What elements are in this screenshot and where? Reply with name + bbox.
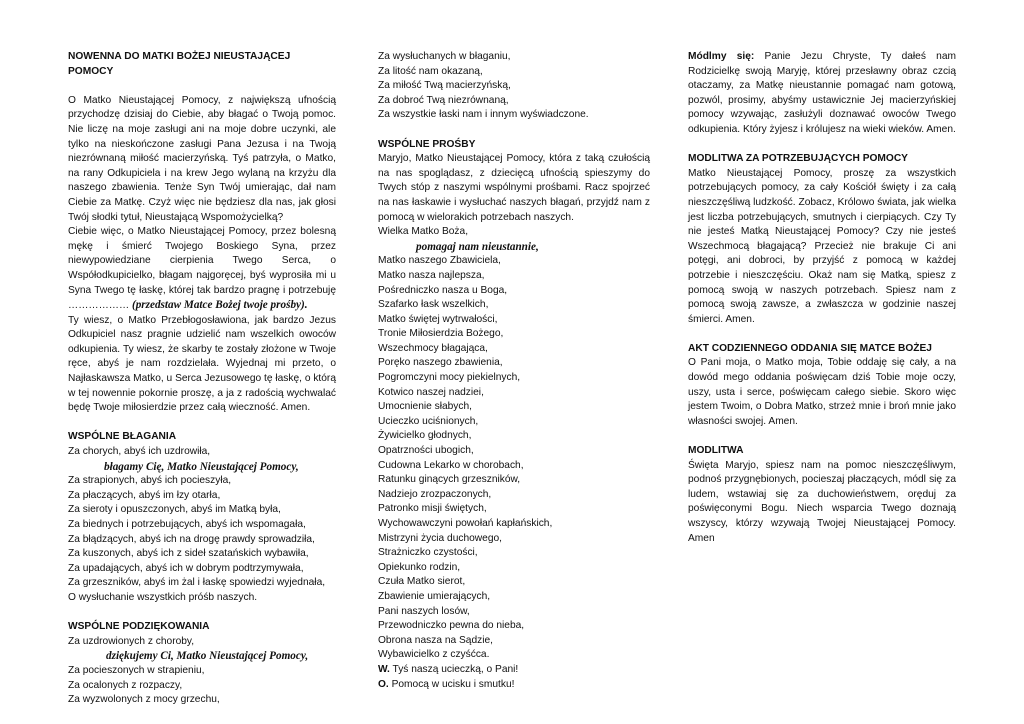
prosby-paragraph: Maryjo, Matko Nieustającej Pomocy, która z taką czułością na nas spoglądasz, z dziecięcą ufnością spieszymy do Twych stóp z naszymi wspólnymi prośbami. Racz spojrzeć na nas łaskawie i wysłuchać naszych błagań, przyjdź nam z pomocą w wielorakich potrzebach naszych. [378,153,650,223]
podziekowania-line: Za wyzwolonych z mocy grzechu, [68,694,220,706]
litany-line: Ucieczko uciśnionych, [378,415,479,427]
podziekowania-line: Za wysłuchanych w błaganiu, [378,51,511,62]
akt-oddania-heading: AKT CODZIENNEGO ODDANIA SIĘ MATCE BOŻEJ [688,342,932,354]
litany-line: Zbawienie umierających, [378,590,491,602]
blagania-line: Za chorych, abyś ich uzdrowiła, [68,446,211,458]
litany-line: Wybawicielko z czyśćca. [378,649,490,661]
response-label: O. [378,678,389,690]
blagania-heading: WSPÓLNE BŁAGANIA [68,431,177,443]
litany-line: Wychowawczyni powołań kapłańskich, [378,518,553,529]
litany-line: Przewodniczko pewna do nieba, [378,620,525,632]
blagania-refrain: błagamy Cię, Matko Nieustającej Pomocy, [104,460,299,473]
column-right [688,50,956,546]
request-dots: ……………… [68,300,132,312]
podziekowania-line: Za miłość Twą macierzyńską, [378,80,511,92]
litany-refrain: pomagaj nam nieustannie, [416,240,539,253]
blagania-line: Za błądzących, abyś ich na drogę prawdy sprowadziła, [68,533,315,545]
novena-intro-paragraph: O Matko Nieustającej Pomocy, z największą ufnością przychodzę dzisiaj do Ciebie, aby błagać o Twoją pomoc. Nie liczę na moje zasługi ani na moje dobre uczynki, ale tylko na nieskończone zasługi Pana Jezusa i na Twoją niezrównaną miłość macierzyńską. Tyś patrzyła, o Matko, na rany Odkupiciela i na krew Jego wylaną na krzyżu dla naszego zbawienia. Tenże Syn Twój umierając, dał nam Ciebie za Matkę. Czyż więc nie będziesz dla nas, jak głosi Twój słodki tytuł, Nieustającą Wspomożycielką? [68,94,336,223]
litany-line: Umocnienie słabych, [378,401,472,413]
litany-line: Kotwico naszej nadziei, [378,386,484,398]
modlmy-label: Módlmy się: [688,51,755,62]
akt-oddania-paragraph: O Pani moja, o Matko moja, Tobie oddaję się cały, a na dowód mego oddania poświęcam dziś Tobie moje oczy, uszy, usta i serce, poświęcam całego siebie. Skoro więc jestem Twoim, o Dobra Matko, strzeż mnie i broń mnie jako własności swojej. Amen. [688,357,956,427]
blagania-line: O wysłuchanie wszystkich próśb naszych. [68,591,258,603]
litany-line: Wielka Matko Boża, [378,226,469,238]
request-instruction-text: (przedstaw Matce Bożej twoje prośby) [131,299,305,312]
litany-line: Szafarko łask wszelkich, [378,299,489,311]
litany-line: Strażniczko czystości, [378,547,478,559]
podziekowania-line: Za ocalonych z rozpaczy, [68,679,183,691]
litany-line: Nadziejo zrozpaczonych, [378,488,492,500]
response-text: Pomocą w ucisku i smutku! [388,678,515,690]
modlmy-text: Panie Jezu Chryste, Ty dałeś nam Rodzicielkę swoją Maryję, której przesławny obraz czcią otaczamy, za Matkę nieustannie pomagać nam gotową, pozwól, prosimy, abyśmy ustawicznie Jej macierzyńskiej pomocy wzywając, zasłużyli doznawać owoców Twego odkupienia. Który żyjesz i królujesz na wieki wieków. Amen. [688,51,957,135]
podziekowania-line: Za dobroć Twą niezrównaną, [378,94,509,106]
novena-request-paragraph [68,225,336,314]
request-instruction: (przedstaw Matce Bożej twoje prośby). [131,299,308,312]
modlitwa-heading: MODLITWA [688,445,744,457]
litany-line: Pogromczyni mocy piekielnych, [378,372,521,384]
blagania-line: Za strapionych, abyś ich pocieszyła, [68,475,232,487]
column-middle [378,50,650,692]
litany-line: Czuła Matko sierot, [378,576,466,588]
podziekowania-line: Za uzdrowionych z choroby, [68,635,195,647]
podziekowania-refrain: dziękujemy Ci, Matko Nieustającej Pomocy, [106,650,309,663]
column-left [68,50,336,708]
podziekowania-line: Za pocieszonych w strapieniu, [68,664,205,676]
litany-line: Tronie Miłosierdzia Bożego, [378,328,504,340]
litany-line: Mistrzyni życia duchowego, [378,532,502,544]
blagania-line: Za sieroty i opuszczonych, abyś im Matką była, [68,504,281,516]
versicle-line [378,663,650,678]
blagania-line: Za upadających, abyś ich w dobrym podtrzymywała, [68,562,304,574]
litany-line: Pośredniczko nasza u Boga, [378,284,508,296]
litany-line: Obrona nasza na Sądzie, [378,634,493,646]
litany-line: Opatrzności ubogich, [378,445,474,457]
litany-line: Opiekunko rodzin, [378,561,461,573]
blagania-line: Za kuszonych, abyś ich z sideł szatańskich wybawiła, [68,548,309,560]
litany-line: Ratunku ginących grzeszników, [378,474,521,486]
blagania-line: Za biednych i potrzebujących, abyś ich wspomagała, [68,519,306,530]
response-line [378,678,650,693]
potrzebujacych-heading: MODLITWA ZA POTRZEBUJĄCYCH POMOCY [688,153,908,165]
litany-line: Matko nasza najlepsza, [378,269,485,281]
versicle-text: Tyś naszą ucieczką, o Pani! [389,663,519,675]
litany-line: Matko świętej wytrwałości, [378,313,498,325]
novena-closing-paragraph: Ty wiesz, o Matko Przebłogosławiona, jak bardzo Jezus Odkupiciel nasz pragnie udzielić nam wszelkich owoców odkupienia. Ty wiesz, że skarby te zostały złożone w Twoje ręce, abyś je nam rozdzielała. Wyjednaj mi przeto, o Najłaskawsza Matko, u Serca Jezusowego tę łaskę, o którą w tej nowennie pokornie proszę, a ja z radością wychwalać będę Twoje miłosierdzie przez całą wieczność. Amen. [68,314,336,414]
litany-line: Patronko misji świętych, [378,503,487,515]
blagania-line: Za grzeszników, abyś im żal i łaskę spowiedzi wyjednała, [68,577,326,589]
blagania-line: Za płaczących, abyś im łzy otarła, [68,489,221,501]
request-text: Ciebie więc, o Matko Nieustającej Pomocy, przez bolesną mękę i śmierć Twojego Boskiego Syna, przez niewypowiedziane cierpienia Twego Serca, o Współodkupicielko, błagam najgoręcej, byś wyprosiła mi u Syna Twego tę łaskę, której tak bardzo pragnę i potrzebuję [68,226,336,296]
potrzebujacych-paragraph: Matko Nieustającej Pomocy, proszę za wszystkich potrzebujących pomocy, za cały Kościół święty i za całą nieszczęśliwą ludzkość. Zobacz, Królowo świata, jak wielka jest liczba potrzebujących, smutnych i cierpiących. Czy Ty nie jesteś Matką Nieustającej Pomocy? Czy nie jesteś Wszechmocą błagającą? Przecież nie brakuje Ci ani potęgi, ani dobroci, by przyjść z pomocą w każdej potrzebie i nieszczęściu. Okaż nam się Matką, spiesz z pomocą swoją w naszych potrzebach. Spiesz nam z pomocą swoją zawsze, a zwłaszcza w godzinie naszej śmierci. Amen. [688,167,956,325]
litany-line: Cudowna Lekarko w chorobach, [378,459,524,471]
novena-title: NOWENNA DO MATKI BOŻEJ NIEUSTAJĄCEJ POMOCY [68,51,291,77]
litany-line: Pani naszych losów, [378,605,470,617]
podziekowania-line: Za wszystkie łaski nam i innym wyświadczone. [378,109,589,121]
litany-line: Wszechmocy błagająca, [378,342,488,354]
modlitwa-paragraph: Święta Maryjo, spiesz nam na pomoc nieszczęśliwym, podnoś przygnębionych, pocieszaj płaczących, módl się za ludem, wstawiaj się za duchowieństwem, oręduj za poświęconymi Bogu. Niech wsparcia Twego doznają wszyscy, którzy wzywają Twojej Nieustającej Pomocy. Amen [688,459,956,544]
modlmy-paragraph [688,50,956,138]
podziekowania-line: Za litość nam okazaną, [378,65,483,77]
podziekowania-heading: WSPÓLNE PODZIĘKOWANIA [68,621,210,633]
litany-line: Żywicielko głodnych, [378,430,472,442]
prosby-heading: WSPÓLNE PROŚBY [378,138,476,150]
litany-line: Poręko naszego zbawienia, [378,357,503,369]
litany-line: Matko naszego Zbawiciela, [378,255,501,267]
versicle-label: W. [378,663,390,675]
